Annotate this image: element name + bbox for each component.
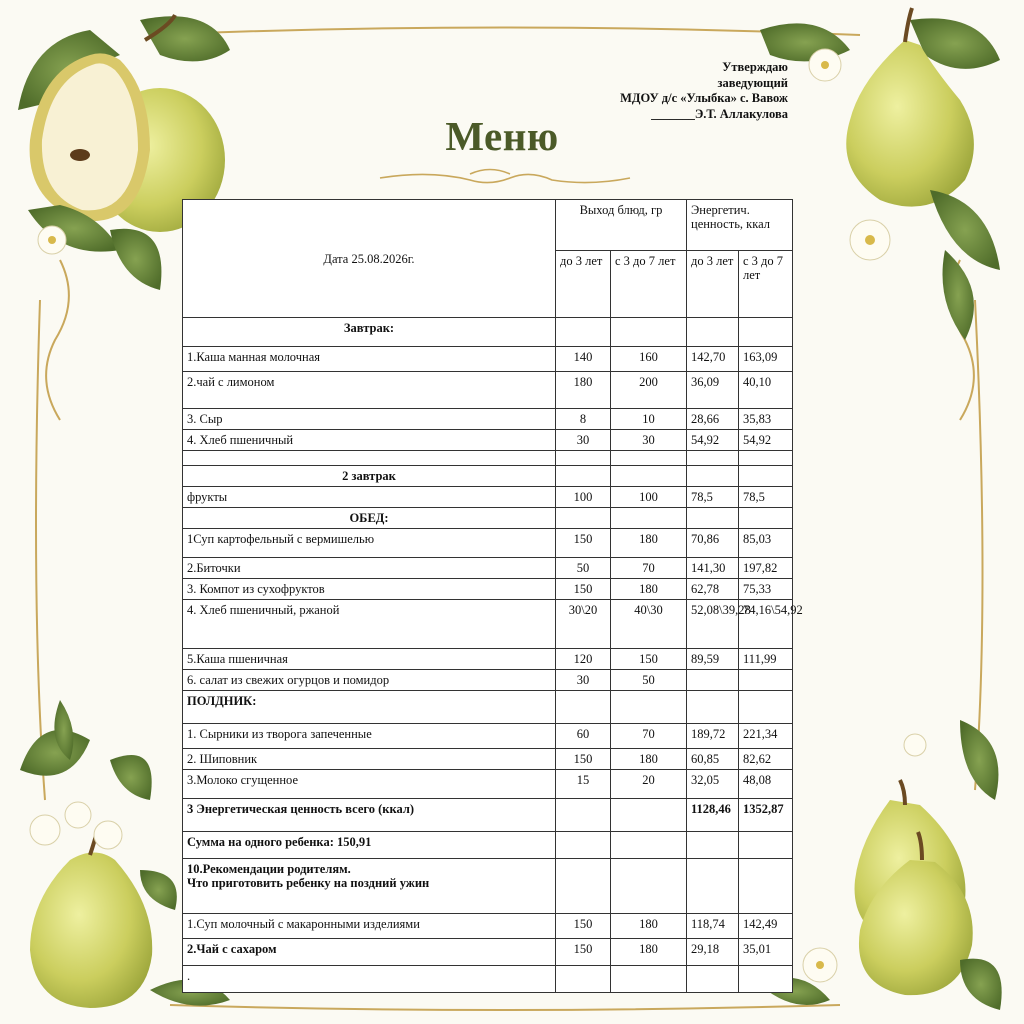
energy-under3: 142,70 — [687, 347, 739, 372]
date-cell: Дата 25.08.2026г. — [183, 200, 556, 318]
sub-output-3to7: с 3 до 7 лет — [611, 251, 687, 318]
section-row — [183, 691, 793, 724]
table-row — [183, 487, 793, 508]
dish-name: 4. Хлеб пшеничный — [183, 430, 556, 451]
output-under3: 30\20 — [556, 600, 611, 649]
energy-3to7: 85,03 — [739, 529, 793, 558]
output-3to7: 180 — [611, 749, 687, 770]
approval-line-4: _______Э.Т. Аллакулова — [651, 106, 788, 121]
table-row — [183, 724, 793, 749]
output-3to7: 180 — [611, 579, 687, 600]
output-3to7: 150 — [611, 649, 687, 670]
energy-under3: 32,05 — [687, 770, 739, 799]
table-row — [183, 749, 793, 770]
total-energy-under3: 1128,46 — [687, 799, 739, 832]
output-under3: 150 — [556, 579, 611, 600]
dish-name: 2.Биточки — [183, 558, 556, 579]
dish-name: 1Суп картофельный с вермишелью — [183, 529, 556, 558]
dish-name: 1.Каша манная молочная — [183, 347, 556, 372]
table-row — [183, 347, 793, 372]
breakfast2-rows — [183, 487, 793, 508]
dish-name: 3. Сыр — [183, 409, 556, 430]
recommendation-line-2: Что приготовить ребенку на поздний ужин — [187, 876, 430, 890]
output-3to7: 100 — [611, 487, 687, 508]
energy-under3: 52,08\39,28 — [687, 600, 739, 649]
energy-under3: 60,85 — [687, 749, 739, 770]
energy-3to7: 82,62 — [739, 749, 793, 770]
table-row — [183, 670, 793, 691]
energy-under3: 62,78 — [687, 579, 739, 600]
output-under3: 50 — [556, 558, 611, 579]
dish-name: 2.Чай с сахаром — [183, 939, 556, 966]
output-3to7: 30 — [611, 430, 687, 451]
approval-line-1: Утверждаю — [722, 60, 788, 74]
sub-energy-3to7: с 3 до 7 лет — [739, 251, 793, 318]
section-breakfast: Завтрак: — [183, 318, 556, 347]
dish-name: 6. салат из свежих огурцов и помидор — [183, 670, 556, 691]
section-row — [183, 318, 793, 347]
output-under3: 140 — [556, 347, 611, 372]
output-3to7: 40\30 — [611, 600, 687, 649]
energy-3to7: 40,10 — [739, 372, 793, 409]
snack-rows — [183, 724, 793, 799]
output-under3: 15 — [556, 770, 611, 799]
dish-name: 3. Компот из сухофруктов — [183, 579, 556, 600]
section-row — [183, 508, 793, 529]
output-3to7: 180 — [611, 914, 687, 939]
header-output: Выход блюд, гр — [556, 200, 687, 251]
dish-name: 3.Молоко сгущенное — [183, 770, 556, 799]
output-under3: 150 — [556, 914, 611, 939]
output-3to7: 10 — [611, 409, 687, 430]
energy-3to7: 48,08 — [739, 770, 793, 799]
energy-3to7: 74,16\54,92 — [739, 600, 793, 649]
dish-name: 5.Каша пшеничная — [183, 649, 556, 670]
output-under3: 150 — [556, 939, 611, 966]
energy-under3: 29,18 — [687, 939, 739, 966]
energy-under3: 78,5 — [687, 487, 739, 508]
sum-label: Сумма на одного ребенка: 150,91 — [183, 832, 556, 859]
energy-3to7: 221,34 — [739, 724, 793, 749]
title-flourish — [380, 170, 630, 183]
energy-3to7: 197,82 — [739, 558, 793, 579]
energy-under3: 118,74 — [687, 914, 739, 939]
table-row — [183, 529, 793, 558]
table-row — [183, 770, 793, 799]
energy-under3: 189,72 — [687, 724, 739, 749]
page-title: Меню — [445, 113, 559, 159]
energy-3to7: 35,83 — [739, 409, 793, 430]
output-3to7: 50 — [611, 670, 687, 691]
last-row — [183, 966, 793, 993]
sub-output-under3: до 3 лет — [556, 251, 611, 318]
output-3to7: 20 — [611, 770, 687, 799]
last-cell: . — [183, 966, 556, 993]
recommendation-rows — [183, 914, 793, 966]
energy-3to7: 75,33 — [739, 579, 793, 600]
total-row — [183, 799, 793, 832]
pear-top-right — [760, 8, 1000, 340]
output-under3: 30 — [556, 430, 611, 451]
section-snack: ПОЛДНИК: — [183, 691, 556, 724]
table-row — [183, 914, 793, 939]
energy-under3: 36,09 — [687, 372, 739, 409]
table-row — [183, 579, 793, 600]
approval-line-3: МДОУ д/с «Улыбка» с. Вавож — [620, 91, 788, 105]
table-row — [183, 600, 793, 649]
sum-row — [183, 832, 793, 859]
section-row — [183, 466, 793, 487]
energy-3to7: 142,49 — [739, 914, 793, 939]
recommendation-cell — [183, 859, 556, 914]
pear-bottom-right — [760, 720, 1002, 1010]
dish-name: 4. Хлеб пшеничный, ржаной — [183, 600, 556, 649]
dish-name: фрукты — [183, 487, 556, 508]
table-row — [183, 409, 793, 430]
energy-under3 — [687, 670, 739, 691]
output-under3: 150 — [556, 749, 611, 770]
table-row — [183, 372, 793, 409]
energy-3to7: 54,92 — [739, 430, 793, 451]
energy-3to7 — [739, 670, 793, 691]
output-under3: 8 — [556, 409, 611, 430]
dish-name: 2. Шиповник — [183, 749, 556, 770]
table-row — [183, 939, 793, 966]
table-header-row — [183, 200, 793, 251]
output-under3: 120 — [556, 649, 611, 670]
output-3to7: 180 — [611, 529, 687, 558]
energy-3to7: 35,01 — [739, 939, 793, 966]
energy-under3: 141,30 — [687, 558, 739, 579]
output-3to7: 200 — [611, 372, 687, 409]
output-under3: 100 — [556, 487, 611, 508]
output-under3: 60 — [556, 724, 611, 749]
table-row — [183, 649, 793, 670]
output-3to7: 180 — [611, 939, 687, 966]
dish-name: 1. Сырники из творога запеченные — [183, 724, 556, 749]
energy-under3: 54,92 — [687, 430, 739, 451]
section-lunch: ОБЕД: — [183, 508, 556, 529]
output-under3: 30 — [556, 670, 611, 691]
menu-table — [182, 199, 803, 993]
dish-name: 2.чай с лимоном — [183, 372, 556, 409]
energy-under3: 89,59 — [687, 649, 739, 670]
empty-row — [183, 451, 793, 466]
lunch-rows — [183, 529, 803, 691]
breakfast-rows — [183, 347, 793, 451]
energy-under3: 70,86 — [687, 529, 739, 558]
table-row — [183, 558, 793, 579]
energy-3to7: 78,5 — [739, 487, 793, 508]
output-3to7: 70 — [611, 558, 687, 579]
energy-under3: 28,66 — [687, 409, 739, 430]
total-energy-3to7: 1352,87 — [739, 799, 793, 832]
output-3to7: 160 — [611, 347, 687, 372]
energy-3to7: 163,09 — [739, 347, 793, 372]
recommendation-line-1: 10.Рекомендации родителям. — [187, 862, 351, 876]
table-row — [183, 430, 793, 451]
total-label: 3 Энергетическая ценность всего (ккал) — [183, 799, 556, 832]
recommendation-row — [183, 859, 793, 914]
output-under3: 180 — [556, 372, 611, 409]
output-under3: 150 — [556, 529, 611, 558]
header-energy: Энергетич. ценность, ккал — [687, 200, 793, 251]
output-3to7: 70 — [611, 724, 687, 749]
energy-3to7: 111,99 — [739, 649, 793, 670]
sub-energy-under3: до 3 лет — [687, 251, 739, 318]
dish-name: 1.Суп молочный с макаронными изделиями — [183, 914, 556, 939]
approval-line-2: заведующий — [717, 75, 788, 90]
section-breakfast2: 2 завтрак — [183, 466, 556, 487]
